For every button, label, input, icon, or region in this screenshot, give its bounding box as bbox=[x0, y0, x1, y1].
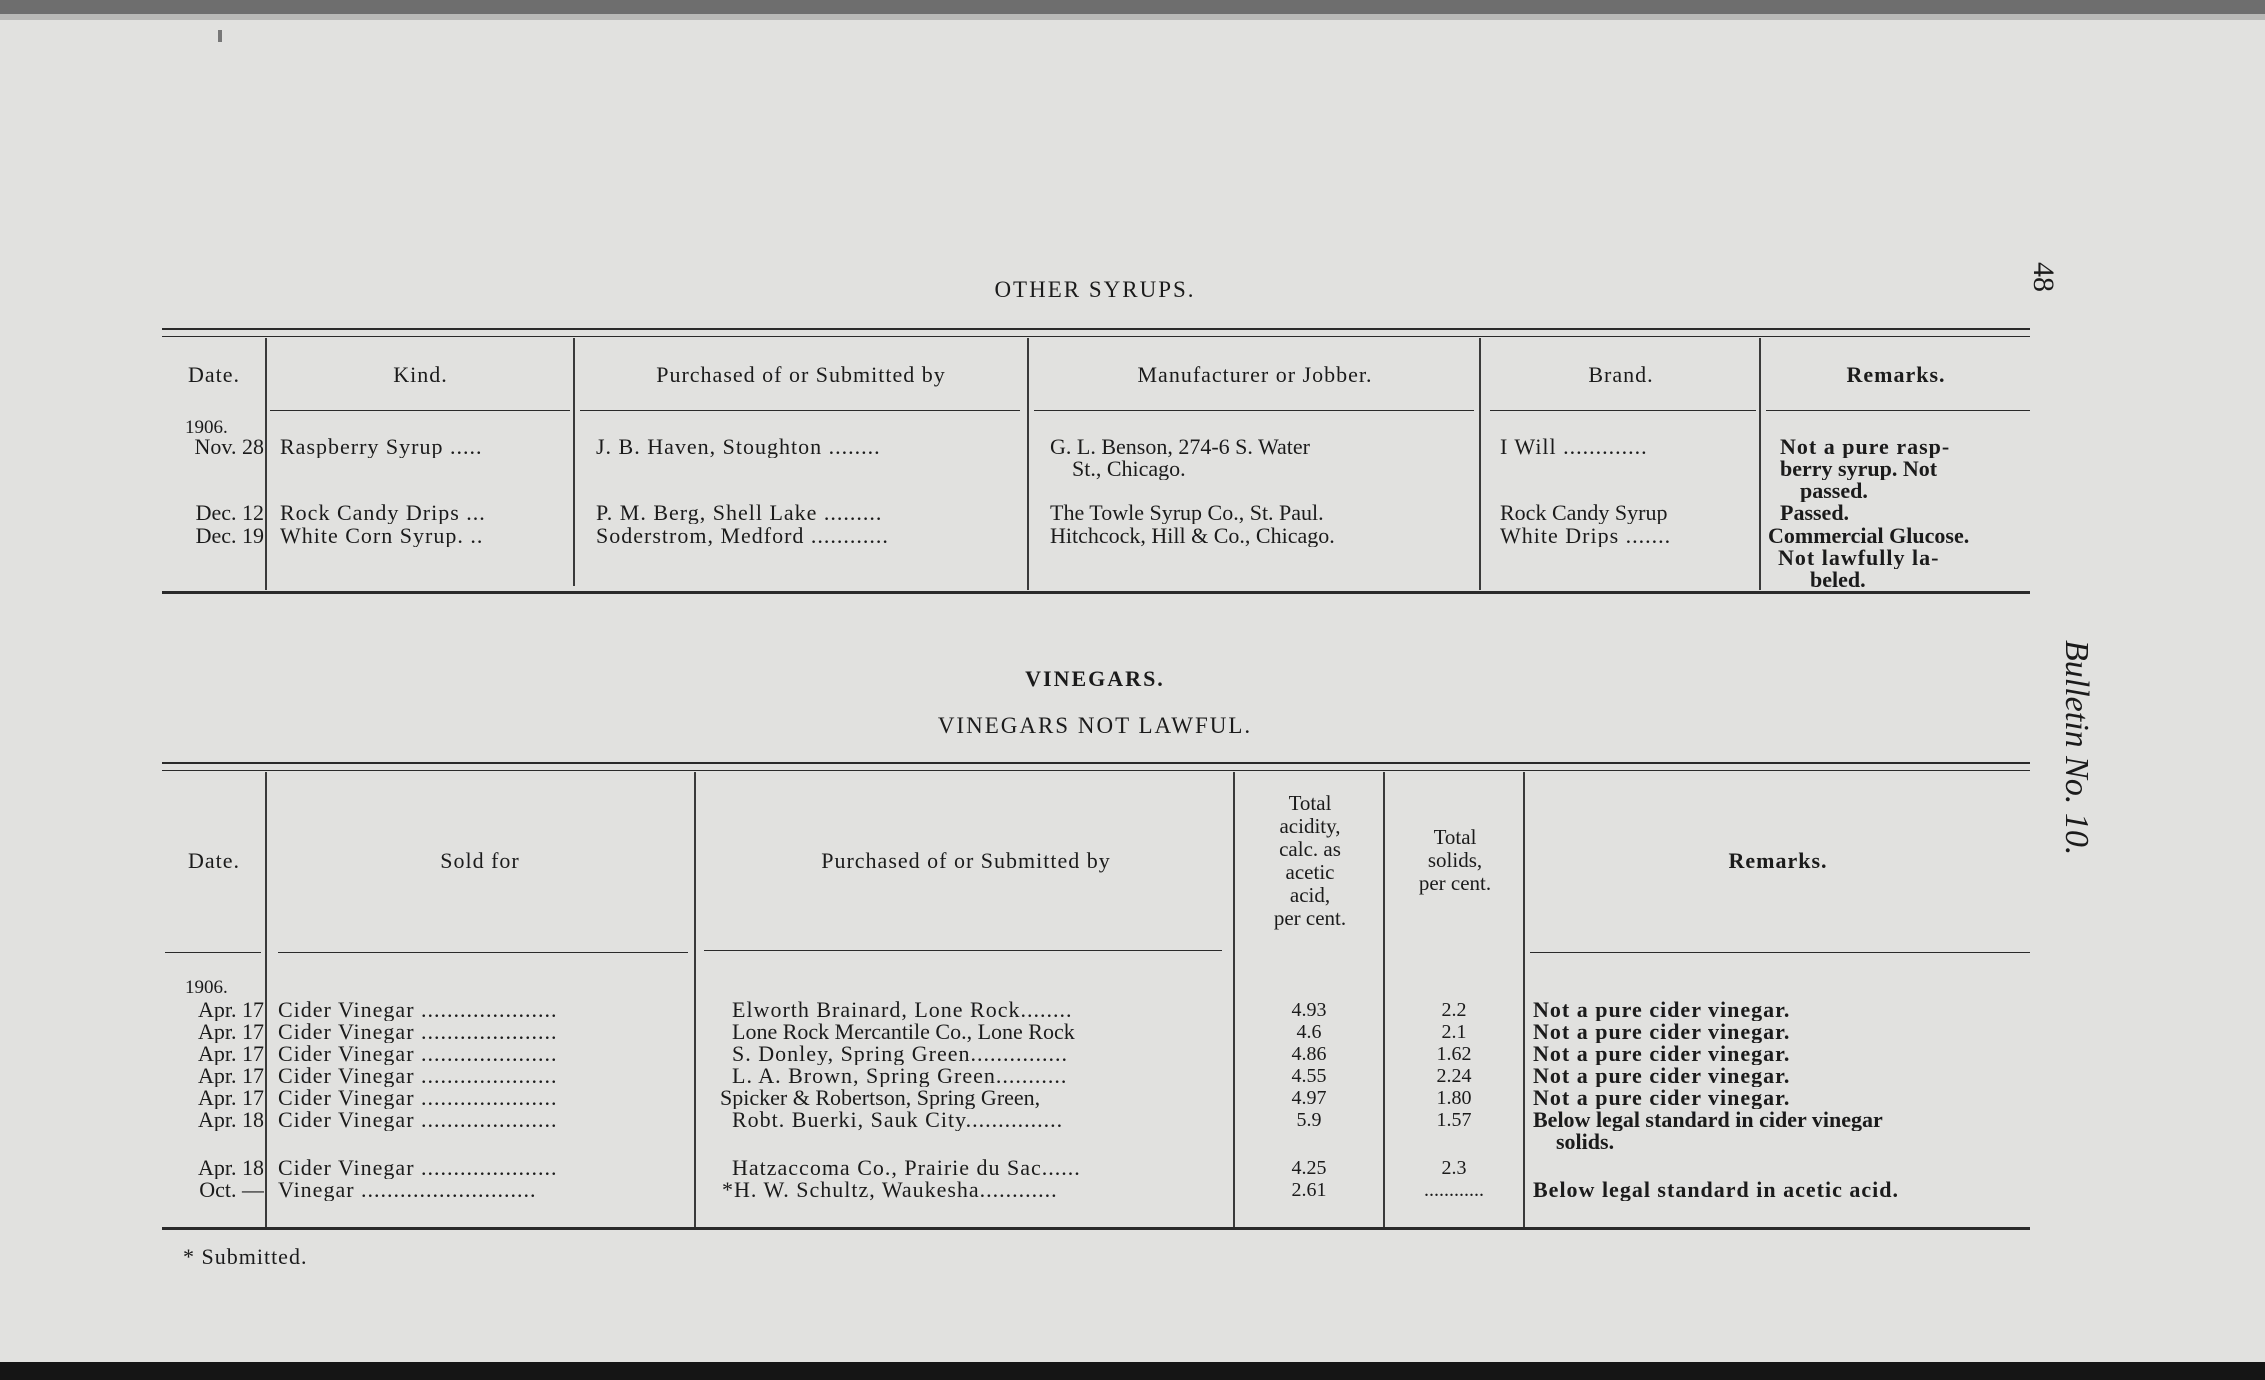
vinegar-acidity: 5.9 bbox=[1296, 1109, 1322, 1131]
vinegars-header-purchased: Purchased of or Submitted by bbox=[821, 848, 1111, 873]
syrups-row-purchased: J. B. Haven, Stoughton ........ bbox=[596, 436, 881, 458]
ink-mark bbox=[218, 30, 222, 42]
syrups-row-kind: Raspberry Syrup ..... bbox=[280, 436, 483, 458]
vinegar-solids: 2.24 bbox=[1436, 1065, 1472, 1087]
syrups-row-manufacturer: G. L. Benson, 274-6 S. Water bbox=[1050, 436, 1310, 458]
syrups-row-remarks-cont: beled. bbox=[1810, 569, 1866, 591]
vinegar-purchased: Hatzaccoma Co., Prairie du Sac...... bbox=[732, 1157, 1081, 1179]
syrups-header-date: Date. bbox=[187, 362, 241, 387]
vinegar-purchased: *H. W. Schultz, Waukesha............ bbox=[722, 1179, 1058, 1201]
syrups-row-kind: Rock Candy Drips ... bbox=[280, 502, 486, 524]
vinegar-purchased: S. Donley, Spring Green............... bbox=[732, 1043, 1068, 1065]
syrups-row-purchased: Soderstrom, Medford ............ bbox=[596, 525, 889, 547]
syrups-col-divider bbox=[573, 338, 575, 586]
syrups-row-manufacturer-cont: St., Chicago. bbox=[1072, 458, 1186, 480]
vinegar-date: Apr. 17 bbox=[198, 1087, 264, 1109]
vinegars-header-remarks: Remarks. bbox=[1728, 848, 1828, 873]
scan-edge-top bbox=[0, 0, 2265, 14]
vinegars-header-acidity: Total acidity, calc. as acetic acid, per cent. bbox=[1273, 791, 1347, 930]
syrups-header-remarks: Remarks. bbox=[1846, 362, 1946, 387]
vinegar-remarks: Not a pure cider vinegar. bbox=[1533, 1043, 1791, 1065]
vinegars-row bbox=[0, 1021, 2265, 1043]
syrups-header-underline bbox=[580, 410, 1020, 411]
vinegar-solids: ............ bbox=[1424, 1179, 1484, 1201]
vinegars-row bbox=[0, 1087, 2265, 1109]
footnote: * Submitted. bbox=[183, 1244, 308, 1269]
syrups-row-manufacturer: The Towle Syrup Co., St. Paul. bbox=[1050, 502, 1324, 524]
vinegar-solids: 1.57 bbox=[1436, 1109, 1472, 1131]
syrups-row-date: Dec. 19 bbox=[195, 525, 264, 547]
syrups-col-divider bbox=[1759, 338, 1761, 590]
vinegar-date: Apr. 17 bbox=[198, 1043, 264, 1065]
vinegar-solids: 1.62 bbox=[1436, 1043, 1472, 1065]
vinegars-bottom-rule bbox=[162, 1227, 2030, 1230]
vinegars-header-underline bbox=[165, 952, 261, 953]
syrups-row-brand: White Drips ....... bbox=[1500, 525, 1672, 547]
syrups-row-purchased: P. M. Berg, Shell Lake ......... bbox=[596, 502, 883, 524]
vinegar-purchased: Spicker & Robertson, Spring Green, bbox=[720, 1087, 1041, 1109]
syrups-row-remarks: Commercial Glucose. bbox=[1768, 525, 1970, 547]
vinegars-row bbox=[0, 1157, 2265, 1179]
syrups-row-brand: I Will ............. bbox=[1500, 436, 1648, 458]
syrups-header-manufacturer: Manufacturer or Jobber. bbox=[1137, 362, 1373, 387]
syrups-top-rule-2 bbox=[162, 336, 2030, 337]
vinegar-remarks: Not a pure cider vinegar. bbox=[1533, 1087, 1791, 1109]
syrups-row-date: Dec. 12 bbox=[195, 502, 264, 524]
vinegar-remarks: Below legal standard in acetic acid. bbox=[1533, 1179, 1899, 1201]
vinegar-acidity: 4.25 bbox=[1291, 1157, 1327, 1179]
vinegar-sold-for: Vinegar ........................... bbox=[278, 1179, 537, 1201]
vinegar-acidity: 2.61 bbox=[1291, 1179, 1327, 1201]
vinegar-sold-for: Cider Vinegar ..................... bbox=[278, 999, 558, 1021]
vinegar-sold-for: Cider Vinegar ..................... bbox=[278, 1109, 558, 1131]
syrups-header-kind: Kind. bbox=[393, 362, 448, 387]
vinegars-year: 1906. bbox=[185, 977, 228, 998]
syrups-row-kind: White Corn Syrup. .. bbox=[280, 525, 484, 547]
vinegars-row bbox=[0, 1065, 2265, 1087]
vinegar-remarks: Not a pure cider vinegar. bbox=[1533, 1021, 1791, 1043]
vinegar-sold-for: Cider Vinegar ..................... bbox=[278, 1043, 558, 1065]
vinegar-sold-for: Cider Vinegar ..................... bbox=[278, 1021, 558, 1043]
syrups-header-purchased: Purchased of or Submitted by bbox=[656, 362, 946, 387]
vinegars-header-solids: Total solids, per cent. bbox=[1418, 825, 1492, 895]
vinegar-solids: 2.3 bbox=[1441, 1157, 1467, 1179]
vinegars-row bbox=[0, 1179, 2265, 1201]
vinegars-row bbox=[0, 999, 2265, 1021]
syrups-row-remarks: Not a pure rasp- bbox=[1780, 436, 1951, 458]
vinegar-sold-for: Cider Vinegar ..................... bbox=[278, 1157, 558, 1179]
vinegars-header-date: Date. bbox=[187, 848, 241, 873]
syrups-year: 1906. bbox=[185, 417, 228, 438]
syrups-row-remarks-cont: berry syrup. Not bbox=[1780, 458, 1938, 480]
syrups-row-brand: Rock Candy Syrup bbox=[1500, 502, 1668, 524]
running-head: Bulletin No. 10. bbox=[2058, 640, 2095, 856]
vinegar-date: Apr. 17 bbox=[198, 1021, 264, 1043]
vinegar-acidity: 4.55 bbox=[1291, 1065, 1327, 1087]
syrups-title: OTHER SYRUPS. bbox=[994, 277, 1196, 302]
syrups-row-remarks-cont: Not lawfully la- bbox=[1778, 547, 1940, 569]
vinegar-purchased: Lone Rock Mercantile Co., Lone Rock bbox=[732, 1021, 1075, 1043]
vinegar-acidity: 4.6 bbox=[1296, 1021, 1322, 1043]
vinegar-purchased: L. A. Brown, Spring Green........... bbox=[732, 1065, 1068, 1087]
syrups-header-underline bbox=[1034, 410, 1474, 411]
vinegar-date: Apr. 18 bbox=[198, 1157, 264, 1179]
vinegar-date: Apr. 17 bbox=[198, 1065, 264, 1087]
vinegars-header-underline bbox=[278, 952, 688, 953]
syrups-row-date: Nov. 28 bbox=[194, 436, 264, 458]
vinegars-top-rule bbox=[162, 762, 2030, 764]
vinegar-acidity: 4.93 bbox=[1291, 999, 1327, 1021]
syrups-header-underline bbox=[270, 410, 570, 411]
syrups-row-remarks-cont: passed. bbox=[1800, 480, 1868, 502]
syrups-bottom-rule bbox=[162, 591, 2030, 594]
vinegar-remarks: Not a pure cider vinegar. bbox=[1533, 1065, 1791, 1087]
vinegar-sold-for: Cider Vinegar ..................... bbox=[278, 1087, 558, 1109]
scan-edge-bottom bbox=[0, 1362, 2265, 1380]
vinegar-solids: 1.80 bbox=[1436, 1087, 1472, 1109]
syrups-header-underline bbox=[1490, 410, 1756, 411]
vinegars-header-underline bbox=[704, 950, 1222, 951]
syrups-header-brand: Brand. bbox=[1588, 362, 1654, 387]
syrups-header-underline bbox=[1766, 410, 2030, 411]
vinegars-header-sold-for: Sold for bbox=[440, 848, 520, 873]
vinegar-solids: 2.2 bbox=[1441, 999, 1467, 1021]
syrups-row-remarks: Passed. bbox=[1780, 502, 1850, 524]
vinegars-title: VINEGARS. bbox=[1025, 666, 1165, 691]
vinegars-subtitle: VINEGARS NOT LAWFUL. bbox=[937, 713, 1253, 738]
vinegars-row bbox=[0, 1043, 2265, 1065]
vinegar-sold-for: Cider Vinegar ..................... bbox=[278, 1065, 558, 1087]
vinegars-top-rule-2 bbox=[162, 770, 2030, 771]
vinegar-remarks: Below legal standard in cider vinegar bbox=[1533, 1109, 1883, 1131]
vinegar-purchased: Elworth Brainard, Lone Rock........ bbox=[732, 999, 1073, 1021]
vinegars-header-underline bbox=[1530, 952, 2030, 953]
syrups-row-manufacturer: Hitchcock, Hill & Co., Chicago. bbox=[1050, 525, 1335, 547]
syrups-top-rule bbox=[162, 328, 2030, 330]
vinegar-acidity: 4.86 bbox=[1291, 1043, 1327, 1065]
vinegar-date: Apr. 18 bbox=[198, 1109, 264, 1131]
vinegar-remarks: Not a pure cider vinegar. bbox=[1533, 999, 1791, 1021]
page-number: 48 bbox=[2027, 262, 2060, 292]
vinegar-date: Oct. — bbox=[199, 1179, 264, 1201]
vinegar-remarks-cont: solids. bbox=[1556, 1131, 1615, 1153]
syrups-col-divider bbox=[1479, 338, 1481, 590]
vinegars-row bbox=[0, 1109, 2265, 1131]
vinegar-purchased: Robt. Buerki, Sauk City............... bbox=[732, 1109, 1064, 1131]
vinegar-acidity: 4.97 bbox=[1291, 1087, 1327, 1109]
vinegar-date: Apr. 17 bbox=[198, 999, 264, 1021]
syrups-col-divider bbox=[265, 338, 267, 590]
vinegar-solids: 2.1 bbox=[1441, 1021, 1467, 1043]
syrups-col-divider bbox=[1027, 338, 1029, 590]
